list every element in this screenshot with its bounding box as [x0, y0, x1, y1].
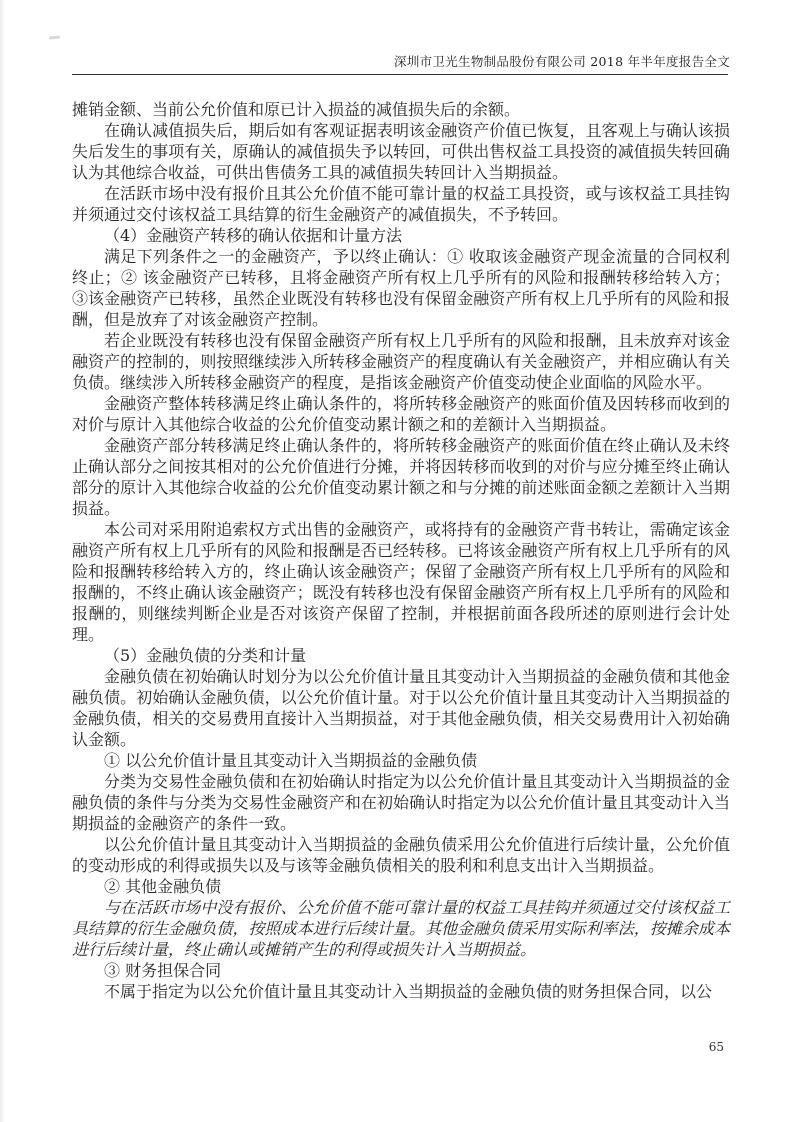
- para-fvtpl-liability-conditions: 分类为交易性金融负债和在初始确认时指定为以公允价值计量且其变动计入当期损益的金融负债的条件与分类为交易性金融资产和在初始确认时指定为以公允价值计量且其变动计入当期损益的金融资产的条件一致。: [72, 772, 730, 833]
- scan-artifact-mark: [49, 36, 60, 40]
- para-fvtpl-subsequent-measurement: 以公允价值计量且其变动计入当期损益的金融负债采用公允价值进行后续计量，公允价值的变动形成的利得或损失以及与该等金融负债相关的股利和利息支出计入当期损益。: [72, 835, 730, 875]
- document-body: [72, 99, 730, 1002]
- para-guarantee-contract-measurement: 不属于指定为以公允价值计量且其变动计入当期损益的金融负债的财务担保合同，以公: [104, 982, 713, 1001]
- para-no-reversal-unquoted-equity: 在活跃市场中没有报价且其公允价值不能可靠计量的权益工具投资，或与该权益工具挂钩并须通过交付该权益工具结算的衍生金融资产的减值损失，不予转回。: [72, 184, 730, 224]
- para-other-liability-measurement: 与在活跃市场中没有报价、公允价值不能可靠计量的权益工具挂钩并须通过交付该权益工具结算的衍生金融负债，按照成本进行后续计量。其他金融负债采用实际利率法，按摊余成本进行后续计量，终止确认或摊销产生的利得或损失计入当期损益。: [72, 898, 730, 959]
- para-partial-transfer: 金融资产部分转移满足终止确认条件的，将所转移金融资产的账面价值在终止确认及未终止确认部分之间按其相对的公允价值进行分摊，并将因转移而收到的对价与应分摊至终止确认部分的原计入其他综合收益的公允价值变动累计额之和与分摊的前述账面金额之差额计入当期损益。: [72, 436, 730, 518]
- heading-financial-liability-classification: （5）金融负债的分类和计量: [104, 646, 307, 665]
- para-derecognition-conditions: 满足下列条件之一的金融资产，予以终止确认：① 收取该金融资产现金流量的合同权利终止；② 该金融资产已转移，且将金融资产所有权上几乎所有的风险和报酬转移给转入方；③该金融资产已转移，虽然企业既没有转移也没有保留金融资产所有权上几乎所有的风险和报酬，但是放弃了对该金融资产控制。: [72, 247, 730, 329]
- para-amortized-balance: 摊销金额、当前公允价值和原已计入损益的减值损失后的余额。: [72, 100, 521, 119]
- item-other-financial-liability: ② 其他金融负债: [104, 877, 222, 896]
- page-number: 65: [708, 1040, 724, 1054]
- item-financial-guarantee-contract: ③ 财务担保合同: [104, 961, 222, 980]
- para-impairment-reversal: 在确认减值损失后，期后如有客观证据表明该金融资产价值已恢复，且客观上与确认该损失后发生的事项有关，原确认的减值损失予以转回，可供出售权益工具投资的减值损失转回确认为其他综合收益，可供出售债务工具的减值损失转回计入当期损益。: [72, 121, 730, 182]
- para-liability-initial-recognition: 金融负债在初始确认时划分为以公允价值计量且其变动计入当期损益的金融负债和其他金融负债。初始确认金融负债，以公允价值计量。对于以公允价值计量且其变动计入当期损益的金融负债，相关的交易费用直接计入当期损益，对于其他金融负债，相关交易费用计入初始确认金额。: [72, 667, 730, 749]
- heading-financial-asset-transfer: （4）金融资产转移的确认依据和计量方法: [104, 226, 403, 245]
- page-header-title: 深圳市卫光生物制品股份有限公司 2018 年半年度报告全文: [394, 54, 730, 69]
- item-fvtpl-liability: ① 以公允价值计量且其变动计入当期损益的金融负债: [104, 751, 478, 770]
- para-continuing-involvement: 若企业既没有转移也没有保留金融资产所有权上几乎所有的风险和报酬，且未放弃对该金融资产的控制的，则按照继续涉入所转移金融资产的程度确认有关金融资产，并相应确认有关负债。继续涉入所转移金融资产的程度，是指该金融资产价值变动使企业面临的风险水平。: [72, 331, 730, 392]
- para-full-transfer: 金融资产整体转移满足终止确认条件的，将所转移金融资产的账面价值及因转移而收到的对价与原计入其他综合收益的公允价值变动累计额之和的差额计入当期损益。: [72, 394, 730, 434]
- header-divider: [72, 74, 728, 75]
- para-recourse-sale: 本公司对采用附追索权方式出售的金融资产，或将持有的金融资产背书转让，需确定该金融资产所有权上几乎所有的风险和报酬是否已经转移。已将该金融资产所有权上几乎所有的风险和报酬转移给转入方的，终止确认该金融资产；保留了金融资产所有权上几乎所有的风险和报酬的，不终止确认该金融资产；既没有转移也没有保留金融资产所有权上几乎所有的风险和报酬的，则继续判断企业是否对该资产保留了控制，并根据前面各段所述的原则进行会计处理。: [72, 520, 730, 644]
